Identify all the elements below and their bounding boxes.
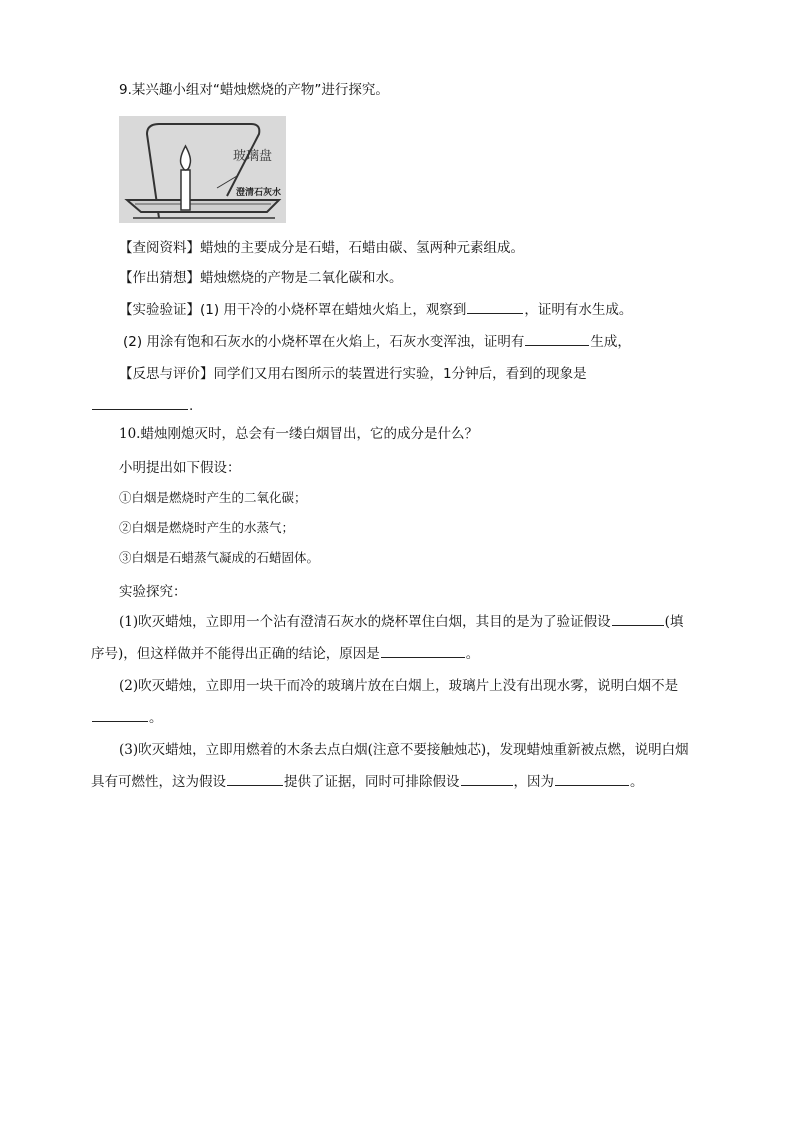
p1-text-a: (1)吹灭蜡烛，立即用一个沾有澄清石灰水的烧杯罩住白烟，其目的是为了验证假设 [119, 614, 611, 630]
reflect-tag: 【反思与评价】 [119, 366, 214, 382]
p2-text-a: (2)吹灭蜡烛，立即用一块干而冷的玻璃片放在白烟上，玻璃片上没有出现水雾，说明白烟不是 [119, 678, 679, 694]
q10-explore-heading: 实验探究： [119, 584, 187, 600]
q10-p3-line1 [119, 740, 689, 760]
q9-verify-line1 [119, 300, 632, 320]
p1-text-d: 。 [465, 646, 480, 662]
guess-tag: 【作出猜想】 [119, 270, 200, 286]
q10-p2-line2 [91, 708, 163, 728]
info-text: 蜡烛的主要成分是石蜡，石蜡由碳、氢两种元素组成。 [200, 240, 524, 256]
p3-text-c: 提供了证据，同时可排除假设 [284, 774, 460, 790]
verify-line2-a: (2) 用涂有饱和石灰水的小烧杯罩在火焰上，石灰水变浑浊，证明有 [123, 334, 525, 350]
q10-p1-line1 [119, 612, 683, 632]
q9-guess-line [119, 268, 403, 288]
answer-blank-phenomenon[interactable] [92, 396, 188, 410]
q10-p2-line1 [119, 676, 678, 696]
verify-line1-a: (1) 用干冷的小烧杯罩在蜡烛火焰上，观察到 [200, 302, 467, 318]
q10-intro: 小明提出如下假设： [119, 460, 241, 476]
q10-p3-line2 [91, 772, 644, 792]
answer-blank-not-water-vapor[interactable] [92, 708, 148, 722]
hypothesis-3: ③白烟是石蜡蒸气凝成的石蜡固体。 [119, 550, 320, 565]
q9-reflect-line [119, 364, 587, 384]
q9-title: 9.某兴趣小组对“蜡烛燃烧的产物”进行探究。 [119, 82, 389, 98]
verify-tag: 【实验验证】 [119, 302, 200, 318]
reflect-text: 同学们又用右图所示的装置进行实验，1分钟后，看到的现象是 [213, 366, 587, 382]
answer-blank-supported-hypothesis[interactable] [227, 772, 283, 786]
candle-flame-icon [181, 146, 191, 170]
p1-text-c: 序号)，但这样做并不能得出正确的结论，原因是 [91, 646, 380, 662]
hypothesis-1: ①白烟是燃烧时产生的二氧化碳； [119, 490, 307, 505]
verify-line2-b: 生成， [590, 334, 631, 350]
answer-blank-water-observation[interactable] [467, 300, 523, 314]
candle-experiment-figure [119, 116, 286, 223]
answer-blank-reason[interactable] [381, 644, 465, 658]
hypothesis-2: ②白烟是燃烧时产生的水蒸气； [119, 520, 295, 535]
info-tag: 【查阅资料】 [119, 240, 200, 256]
q10-title: 10.蜡烛刚熄灭时，总会有一缕白烟冒出，它的成分是什么？ [119, 426, 478, 442]
guess-text: 蜡烛燃烧的产物是二氧化碳和水。 [200, 270, 403, 286]
p3-text-b: 具有可燃性，这为假设 [91, 774, 226, 790]
q9-info-line [119, 238, 524, 258]
verify-line1-b: ，证明有水生成。 [524, 302, 633, 318]
p1-text-b: (填 [664, 614, 684, 630]
label-limewater: 澄清石灰水 [236, 188, 282, 198]
candle-diagram [119, 116, 286, 223]
q10-p1-line2 [91, 644, 479, 664]
answer-blank-co2[interactable] [525, 332, 589, 346]
glass-plate [127, 200, 279, 212]
q9-reflect-answer-line [91, 396, 193, 416]
answer-blank-because[interactable] [555, 772, 629, 786]
answer-blank-excluded-hypothesis[interactable] [461, 772, 513, 786]
label-glass-plate: 玻璃盘 [233, 149, 273, 164]
p3-text-d: ，因为 [513, 774, 554, 790]
q9-verify-line2 [123, 332, 631, 352]
p3-text-e: 。 [630, 774, 644, 790]
p2-text-b: 。 [149, 710, 163, 726]
q9-end-mark: . [189, 398, 194, 414]
p3-text-a: (3)吹灭蜡烛，立即用燃着的木条去点白烟(注意不要接触烛芯)，发现蜡烛重新被点燃，说明白烟 [119, 742, 689, 758]
candle-body [181, 170, 190, 210]
answer-blank-hypothesis-number[interactable] [612, 612, 664, 626]
